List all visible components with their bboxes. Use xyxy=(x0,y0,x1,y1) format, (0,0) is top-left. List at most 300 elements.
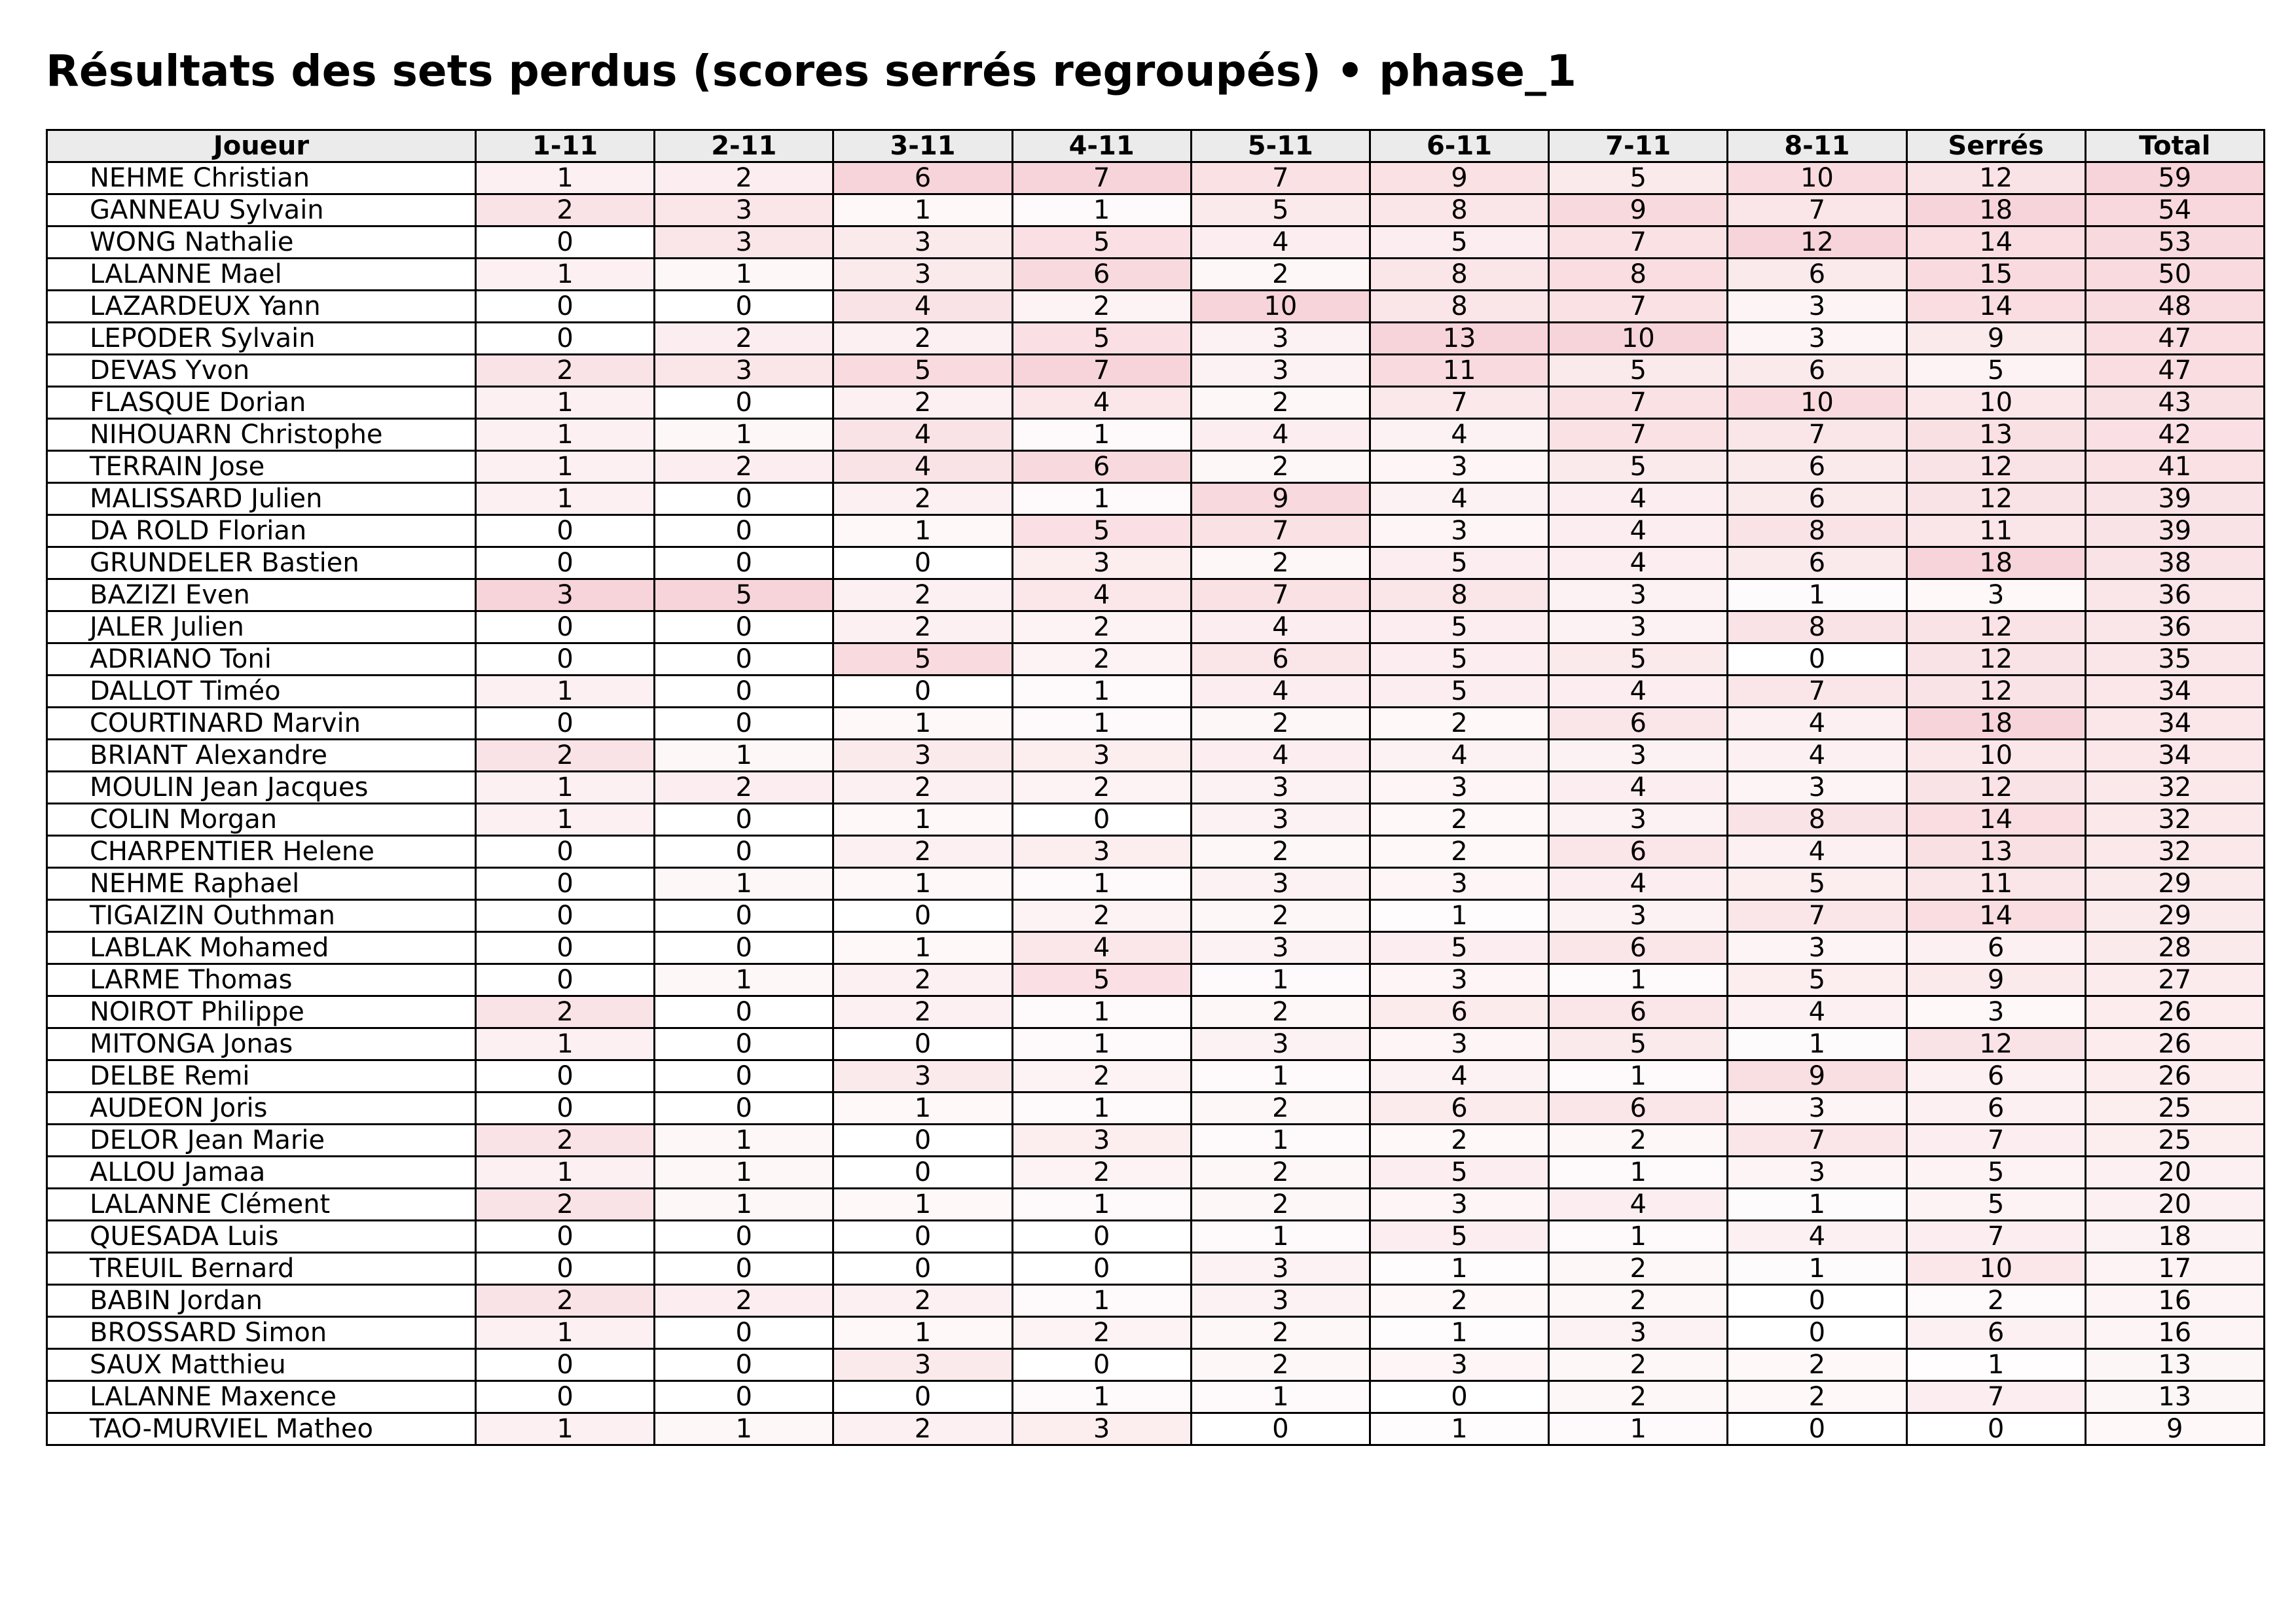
player-name-cell: BABIN Jordan xyxy=(47,1285,476,1317)
value-cell: 2 xyxy=(1549,1125,1728,1157)
value-cell: 3 xyxy=(833,1060,1012,1092)
value-cell: 1 xyxy=(1191,1221,1370,1253)
value-cell: 1 xyxy=(476,419,655,451)
player-name-cell: LEPODER Sylvain xyxy=(47,323,476,355)
value-cell: 25 xyxy=(2085,1092,2264,1125)
value-cell: 5 xyxy=(1012,964,1191,996)
value-cell: 3 xyxy=(655,226,833,259)
player-name-cell: LABLAK Mohamed xyxy=(47,932,476,964)
table-row xyxy=(47,900,2265,932)
player-name-cell: LAZARDEUX Yann xyxy=(47,291,476,323)
value-cell: 7 xyxy=(1549,387,1728,419)
table-row xyxy=(47,996,2265,1028)
value-cell: 50 xyxy=(2085,259,2264,291)
value-cell: 2 xyxy=(655,772,833,804)
value-cell: 1 xyxy=(476,451,655,483)
value-cell: 0 xyxy=(655,996,833,1028)
value-cell: 14 xyxy=(1906,900,2085,932)
value-cell: 26 xyxy=(2085,996,2264,1028)
value-cell: 3 xyxy=(1191,1285,1370,1317)
value-cell: 2 xyxy=(1370,1125,1548,1157)
value-cell: 3 xyxy=(1549,740,1728,772)
value-cell: 2 xyxy=(1012,1060,1191,1092)
value-cell: 7 xyxy=(1728,1125,1906,1157)
value-cell: 2 xyxy=(1012,1317,1191,1349)
value-cell: 1 xyxy=(655,259,833,291)
value-cell: 3 xyxy=(1370,451,1548,483)
value-cell: 5 xyxy=(1906,1189,2085,1221)
value-cell: 29 xyxy=(2085,900,2264,932)
value-cell: 0 xyxy=(476,611,655,643)
value-cell: 4 xyxy=(1370,483,1548,515)
value-cell: 7 xyxy=(1906,1221,2085,1253)
value-cell: 32 xyxy=(2085,804,2264,836)
value-cell: 5 xyxy=(1549,643,1728,676)
value-cell: 2 xyxy=(476,194,655,226)
value-cell: 11 xyxy=(1370,355,1548,387)
value-cell: 9 xyxy=(1191,483,1370,515)
value-cell: 1 xyxy=(1728,1028,1906,1060)
table-row xyxy=(47,419,2265,451)
value-cell: 7 xyxy=(1012,355,1191,387)
value-cell: 2 xyxy=(476,1285,655,1317)
value-cell: 1 xyxy=(1370,900,1548,932)
value-cell: 5 xyxy=(833,643,1012,676)
value-cell: 3 xyxy=(655,194,833,226)
value-cell: 1 xyxy=(1728,579,1906,611)
value-cell: 8 xyxy=(1728,611,1906,643)
value-cell: 2 xyxy=(655,451,833,483)
value-cell: 0 xyxy=(1012,1253,1191,1285)
value-cell: 5 xyxy=(1728,868,1906,900)
value-cell: 7 xyxy=(1906,1381,2085,1413)
value-cell: 8 xyxy=(1728,515,1906,547)
value-cell: 13 xyxy=(2085,1381,2264,1413)
value-cell: 6 xyxy=(1728,451,1906,483)
value-cell: 0 xyxy=(1370,1381,1548,1413)
value-cell: 4 xyxy=(1191,419,1370,451)
value-cell: 1 xyxy=(476,259,655,291)
table-row xyxy=(47,515,2265,547)
value-cell: 13 xyxy=(1906,836,2085,868)
value-cell: 4 xyxy=(1370,419,1548,451)
value-cell: 8 xyxy=(1370,579,1548,611)
value-cell: 7 xyxy=(1549,226,1728,259)
player-name-cell: MITONGA Jonas xyxy=(47,1028,476,1060)
value-cell: 0 xyxy=(655,291,833,323)
value-cell: 0 xyxy=(476,291,655,323)
value-cell: 6 xyxy=(1012,259,1191,291)
table-row xyxy=(47,1060,2265,1092)
value-cell: 0 xyxy=(655,611,833,643)
value-cell: 7 xyxy=(1370,387,1548,419)
player-name-cell: NEHME Raphael xyxy=(47,868,476,900)
value-cell: 13 xyxy=(1370,323,1548,355)
table-row xyxy=(47,1028,2265,1060)
value-cell: 1 xyxy=(655,1157,833,1189)
value-cell: 0 xyxy=(833,1221,1012,1253)
player-name-cell: NOIROT Philippe xyxy=(47,996,476,1028)
value-cell: 6 xyxy=(833,162,1012,194)
value-cell: 28 xyxy=(2085,932,2264,964)
value-cell: 1 xyxy=(1012,1092,1191,1125)
value-cell: 1 xyxy=(1549,1413,1728,1445)
value-cell: 0 xyxy=(1728,643,1906,676)
value-cell: 0 xyxy=(476,1253,655,1285)
value-cell: 1 xyxy=(476,483,655,515)
value-cell: 2 xyxy=(1370,708,1548,740)
value-cell: 7 xyxy=(1549,419,1728,451)
value-cell: 2 xyxy=(833,1413,1012,1445)
value-cell: 0 xyxy=(476,708,655,740)
value-cell: 0 xyxy=(476,515,655,547)
column-header-close: Serrés xyxy=(1906,130,2085,162)
value-cell: 5 xyxy=(1370,1221,1548,1253)
value-cell: 27 xyxy=(2085,964,2264,996)
player-name-cell: JALER Julien xyxy=(47,611,476,643)
value-cell: 2 xyxy=(833,964,1012,996)
player-name-cell: LALANNE Clément xyxy=(47,1189,476,1221)
value-cell: 1 xyxy=(1012,194,1191,226)
value-cell: 1 xyxy=(1549,1221,1728,1253)
header-row xyxy=(47,130,2265,162)
value-cell: 0 xyxy=(655,708,833,740)
value-cell: 54 xyxy=(2085,194,2264,226)
value-cell: 3 xyxy=(1728,1157,1906,1189)
table-row xyxy=(47,1413,2265,1445)
value-cell: 0 xyxy=(476,932,655,964)
value-cell: 7 xyxy=(1191,515,1370,547)
player-name-cell: BRIANT Alexandre xyxy=(47,740,476,772)
value-cell: 2 xyxy=(1012,291,1191,323)
player-name-cell: FLASQUE Dorian xyxy=(47,387,476,419)
value-cell: 1 xyxy=(1012,1381,1191,1413)
player-name-cell: MALISSARD Julien xyxy=(47,483,476,515)
value-cell: 4 xyxy=(1728,708,1906,740)
value-cell: 2 xyxy=(655,162,833,194)
value-cell: 4 xyxy=(1549,676,1728,708)
value-cell: 1 xyxy=(1012,1028,1191,1060)
value-cell: 1 xyxy=(1012,1189,1191,1221)
value-cell: 2 xyxy=(833,836,1012,868)
value-cell: 6 xyxy=(1370,1092,1548,1125)
column-header-2-11: 2-11 xyxy=(655,130,833,162)
value-cell: 7 xyxy=(1728,900,1906,932)
value-cell: 32 xyxy=(2085,836,2264,868)
table-row xyxy=(47,451,2265,483)
table-row xyxy=(47,804,2265,836)
player-name-cell: SAUX Matthieu xyxy=(47,1349,476,1381)
column-header-3-11: 3-11 xyxy=(833,130,1012,162)
value-cell: 1 xyxy=(476,772,655,804)
value-cell: 25 xyxy=(2085,1125,2264,1157)
value-cell: 3 xyxy=(1191,1253,1370,1285)
table-row xyxy=(47,740,2265,772)
table-row xyxy=(47,547,2265,579)
value-cell: 1 xyxy=(833,868,1012,900)
value-cell: 10 xyxy=(1728,387,1906,419)
value-cell: 39 xyxy=(2085,515,2264,547)
value-cell: 0 xyxy=(833,1381,1012,1413)
value-cell: 5 xyxy=(1549,162,1728,194)
value-cell: 14 xyxy=(1906,291,2085,323)
value-cell: 6 xyxy=(1370,996,1548,1028)
value-cell: 5 xyxy=(1370,547,1548,579)
value-cell: 9 xyxy=(1728,1060,1906,1092)
value-cell: 5 xyxy=(1549,1028,1728,1060)
value-cell: 4 xyxy=(1370,1060,1548,1092)
value-cell: 0 xyxy=(655,1253,833,1285)
value-cell: 12 xyxy=(1906,611,2085,643)
column-header-total: Total xyxy=(2085,130,2264,162)
player-name-cell: MOULIN Jean Jacques xyxy=(47,772,476,804)
value-cell: 1 xyxy=(1012,868,1191,900)
player-name-cell: GANNEAU Sylvain xyxy=(47,194,476,226)
value-cell: 2 xyxy=(833,611,1012,643)
value-cell: 10 xyxy=(1906,1253,2085,1285)
value-cell: 2 xyxy=(655,323,833,355)
value-cell: 0 xyxy=(833,676,1012,708)
value-cell: 2 xyxy=(1191,451,1370,483)
player-name-cell: TAO-MURVIEL Matheo xyxy=(47,1413,476,1445)
value-cell: 16 xyxy=(2085,1285,2264,1317)
player-name-cell: LALANNE Maxence xyxy=(47,1381,476,1413)
value-cell: 12 xyxy=(1906,483,2085,515)
value-cell: 6 xyxy=(1012,451,1191,483)
value-cell: 26 xyxy=(2085,1060,2264,1092)
value-cell: 5 xyxy=(1370,676,1548,708)
value-cell: 6 xyxy=(1549,836,1728,868)
value-cell: 1 xyxy=(1549,1157,1728,1189)
value-cell: 2 xyxy=(833,1285,1012,1317)
value-cell: 1 xyxy=(1370,1317,1548,1349)
value-cell: 2 xyxy=(1549,1285,1728,1317)
value-cell: 0 xyxy=(476,1381,655,1413)
value-cell: 0 xyxy=(655,643,833,676)
table-row xyxy=(47,323,2265,355)
value-cell: 0 xyxy=(476,1092,655,1125)
value-cell: 14 xyxy=(1906,226,2085,259)
value-cell: 10 xyxy=(1906,387,2085,419)
value-cell: 3 xyxy=(833,740,1012,772)
value-cell: 0 xyxy=(1906,1413,2085,1445)
value-cell: 35 xyxy=(2085,643,2264,676)
value-cell: 15 xyxy=(1906,259,2085,291)
player-name-cell: ADRIANO Toni xyxy=(47,643,476,676)
value-cell: 18 xyxy=(1906,194,2085,226)
table-row xyxy=(47,1221,2265,1253)
table-body xyxy=(47,162,2265,1445)
value-cell: 5 xyxy=(1191,194,1370,226)
table-row xyxy=(47,291,2265,323)
player-name-cell: COURTINARD Marvin xyxy=(47,708,476,740)
value-cell: 2 xyxy=(1549,1253,1728,1285)
value-cell: 3 xyxy=(1728,772,1906,804)
value-cell: 1 xyxy=(1191,1060,1370,1092)
value-cell: 6 xyxy=(1728,547,1906,579)
value-cell: 5 xyxy=(1370,932,1548,964)
value-cell: 3 xyxy=(1549,900,1728,932)
value-cell: 0 xyxy=(476,226,655,259)
table-row xyxy=(47,1349,2265,1381)
value-cell: 5 xyxy=(1370,1157,1548,1189)
value-cell: 0 xyxy=(833,547,1012,579)
table-row xyxy=(47,1157,2265,1189)
table-row xyxy=(47,1189,2265,1221)
value-cell: 0 xyxy=(655,483,833,515)
value-cell: 42 xyxy=(2085,419,2264,451)
value-cell: 0 xyxy=(833,1253,1012,1285)
value-cell: 0 xyxy=(1728,1285,1906,1317)
value-cell: 1 xyxy=(833,194,1012,226)
value-cell: 18 xyxy=(1906,708,2085,740)
value-cell: 2 xyxy=(1370,836,1548,868)
value-cell: 0 xyxy=(1728,1317,1906,1349)
value-cell: 2 xyxy=(1906,1285,2085,1317)
value-cell: 0 xyxy=(476,900,655,932)
value-cell: 5 xyxy=(1906,1157,2085,1189)
value-cell: 7 xyxy=(1012,162,1191,194)
value-cell: 0 xyxy=(833,1028,1012,1060)
value-cell: 43 xyxy=(2085,387,2264,419)
value-cell: 7 xyxy=(1728,194,1906,226)
value-cell: 2 xyxy=(1728,1349,1906,1381)
value-cell: 1 xyxy=(1370,1253,1548,1285)
value-cell: 0 xyxy=(1191,1413,1370,1445)
value-cell: 1 xyxy=(655,964,833,996)
value-cell: 2 xyxy=(1191,900,1370,932)
table-row xyxy=(47,611,2265,643)
value-cell: 2 xyxy=(476,1125,655,1157)
value-cell: 1 xyxy=(655,740,833,772)
value-cell: 8 xyxy=(1370,259,1548,291)
value-cell: 0 xyxy=(655,836,833,868)
column-header-player: Joueur xyxy=(47,130,476,162)
value-cell: 0 xyxy=(833,900,1012,932)
player-name-cell: DA ROLD Florian xyxy=(47,515,476,547)
value-cell: 34 xyxy=(2085,740,2264,772)
value-cell: 14 xyxy=(1906,804,2085,836)
value-cell: 5 xyxy=(1012,515,1191,547)
value-cell: 5 xyxy=(1012,323,1191,355)
value-cell: 5 xyxy=(1549,355,1728,387)
value-cell: 1 xyxy=(655,1413,833,1445)
table-row xyxy=(47,194,2265,226)
player-name-cell: BAZIZI Even xyxy=(47,579,476,611)
table-row xyxy=(47,1381,2265,1413)
value-cell: 4 xyxy=(1549,868,1728,900)
value-cell: 0 xyxy=(833,1157,1012,1189)
table-row xyxy=(47,964,2265,996)
value-cell: 3 xyxy=(833,1349,1012,1381)
value-cell: 0 xyxy=(655,1381,833,1413)
player-name-cell: AUDEON Joris xyxy=(47,1092,476,1125)
value-cell: 2 xyxy=(1191,1157,1370,1189)
value-cell: 4 xyxy=(1012,932,1191,964)
table-row xyxy=(47,259,2265,291)
value-cell: 8 xyxy=(1370,291,1548,323)
value-cell: 0 xyxy=(833,1125,1012,1157)
value-cell: 0 xyxy=(476,323,655,355)
value-cell: 47 xyxy=(2085,355,2264,387)
value-cell: 0 xyxy=(1012,1349,1191,1381)
value-cell: 1 xyxy=(1012,996,1191,1028)
table-row xyxy=(47,387,2265,419)
value-cell: 5 xyxy=(833,355,1012,387)
player-name-cell: NEHME Christian xyxy=(47,162,476,194)
value-cell: 1 xyxy=(1191,1125,1370,1157)
value-cell: 6 xyxy=(1906,932,2085,964)
value-cell: 2 xyxy=(476,1189,655,1221)
value-cell: 2 xyxy=(1191,1349,1370,1381)
value-cell: 20 xyxy=(2085,1157,2264,1189)
value-cell: 2 xyxy=(1012,772,1191,804)
value-cell: 4 xyxy=(833,291,1012,323)
value-cell: 2 xyxy=(1012,900,1191,932)
value-cell: 1 xyxy=(833,1189,1012,1221)
value-cell: 1 xyxy=(476,162,655,194)
value-cell: 1 xyxy=(655,419,833,451)
value-cell: 1 xyxy=(476,1413,655,1445)
value-cell: 3 xyxy=(1191,772,1370,804)
value-cell: 1 xyxy=(833,708,1012,740)
value-cell: 29 xyxy=(2085,868,2264,900)
table-row xyxy=(47,932,2265,964)
value-cell: 1 xyxy=(476,1028,655,1060)
value-cell: 32 xyxy=(2085,772,2264,804)
value-cell: 1 xyxy=(655,1125,833,1157)
value-cell: 2 xyxy=(1012,611,1191,643)
value-cell: 3 xyxy=(1191,804,1370,836)
value-cell: 1 xyxy=(833,804,1012,836)
value-cell: 0 xyxy=(655,900,833,932)
value-cell: 10 xyxy=(1191,291,1370,323)
value-cell: 5 xyxy=(1370,611,1548,643)
value-cell: 2 xyxy=(1728,1381,1906,1413)
value-cell: 3 xyxy=(476,579,655,611)
value-cell: 6 xyxy=(1191,643,1370,676)
value-cell: 1 xyxy=(1728,1189,1906,1221)
value-cell: 2 xyxy=(1191,1092,1370,1125)
value-cell: 3 xyxy=(1370,1028,1548,1060)
value-cell: 2 xyxy=(833,579,1012,611)
player-name-cell: TIGAIZIN Outhman xyxy=(47,900,476,932)
value-cell: 3 xyxy=(1370,1189,1548,1221)
value-cell: 0 xyxy=(655,932,833,964)
value-cell: 3 xyxy=(1906,996,2085,1028)
value-cell: 12 xyxy=(1906,643,2085,676)
table-row xyxy=(47,162,2265,194)
value-cell: 10 xyxy=(1728,162,1906,194)
value-cell: 7 xyxy=(1728,419,1906,451)
value-cell: 5 xyxy=(1370,226,1548,259)
value-cell: 2 xyxy=(1191,1189,1370,1221)
page-title: Résultats des sets perdus (scores serrés regroupés) • phase_1 xyxy=(46,46,1576,96)
value-cell: 3 xyxy=(655,355,833,387)
value-cell: 0 xyxy=(655,1092,833,1125)
value-cell: 6 xyxy=(1549,708,1728,740)
value-cell: 1 xyxy=(833,515,1012,547)
table-row xyxy=(47,676,2265,708)
value-cell: 1 xyxy=(1549,1060,1728,1092)
value-cell: 38 xyxy=(2085,547,2264,579)
value-cell: 2 xyxy=(1012,643,1191,676)
value-cell: 2 xyxy=(833,323,1012,355)
column-header-7-11: 7-11 xyxy=(1549,130,1728,162)
value-cell: 11 xyxy=(1906,515,2085,547)
value-cell: 17 xyxy=(2085,1253,2264,1285)
value-cell: 2 xyxy=(476,740,655,772)
